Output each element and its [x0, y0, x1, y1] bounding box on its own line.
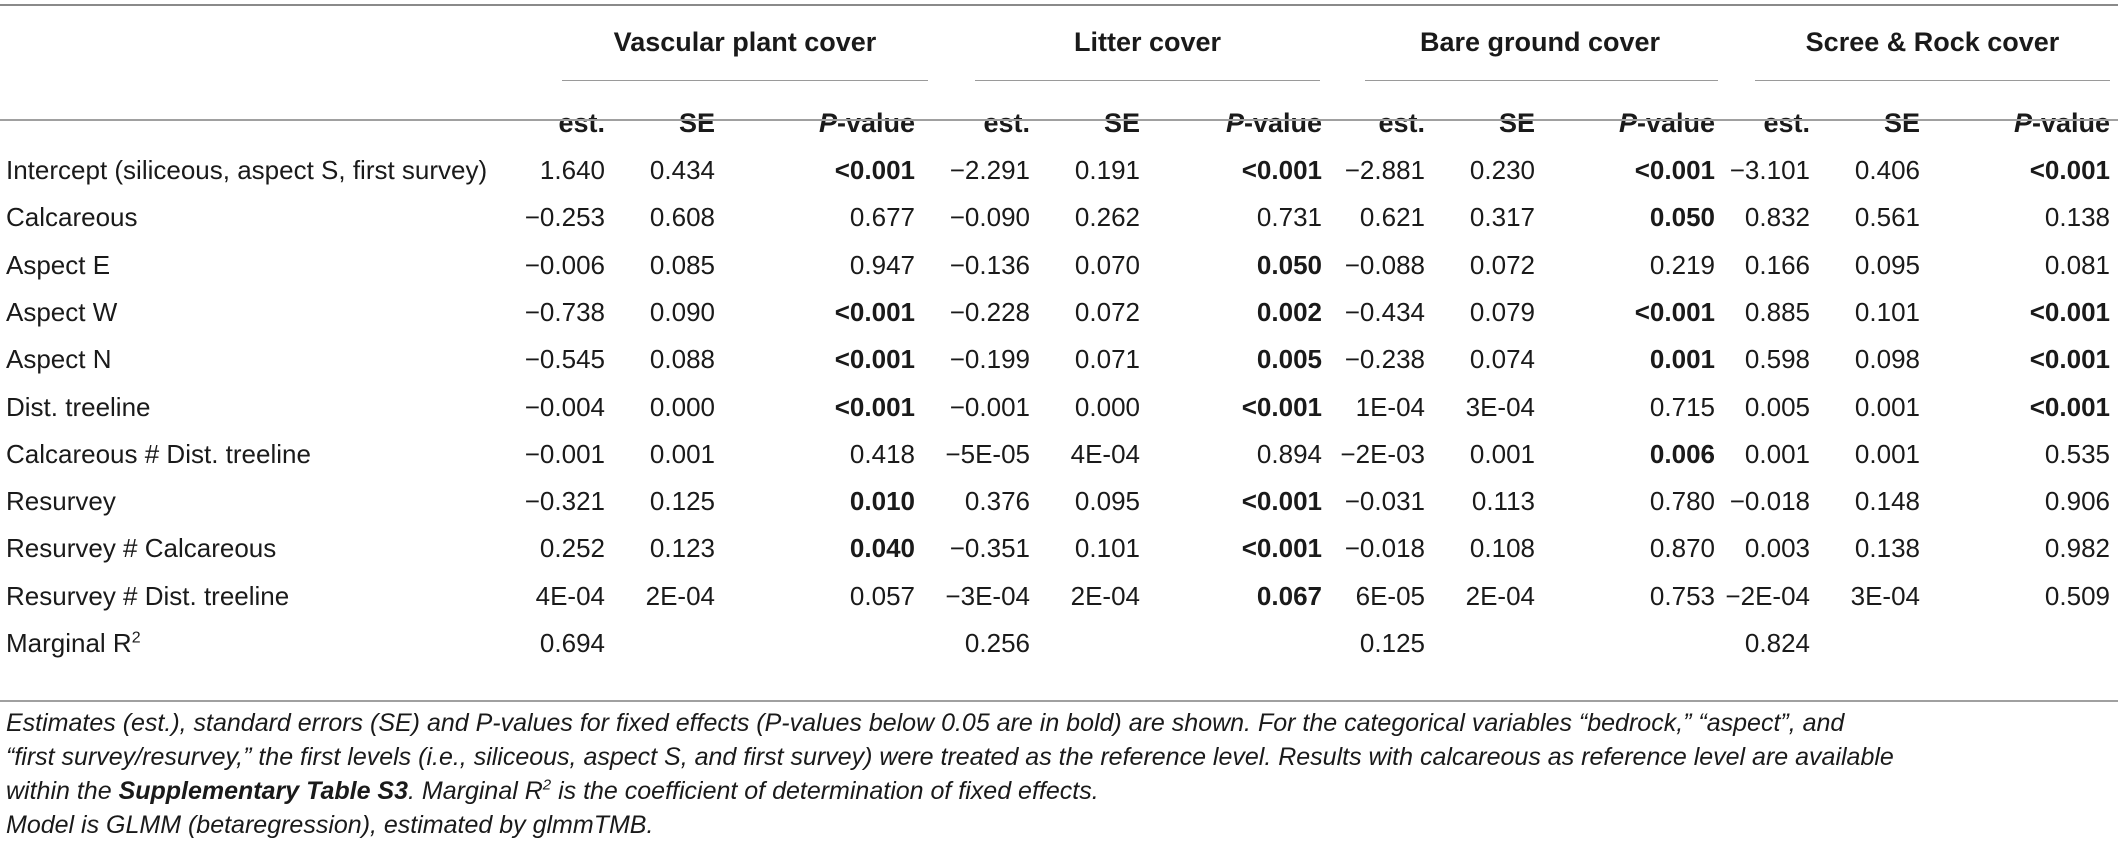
- row-label: Calcareous # Dist. treeline: [6, 438, 311, 469]
- table-cell: 0.000: [1074, 391, 1140, 422]
- table-footnote: [6, 706, 2106, 842]
- footnote-line-1: Estimates (est.), standard errors (SE) and P-values for fixed effects (P-values below 0.05 are in bold) are shown. For the categorical variables “bedrock,” “aspect”, and: [6, 709, 1845, 737]
- row-label: Aspect E: [6, 249, 111, 280]
- p-italic: P: [1225, 108, 1244, 138]
- row-label: Dist. treeline: [6, 391, 151, 422]
- column-group-header: Vascular plant cover: [613, 27, 877, 57]
- table-cell: −2E-04: [1725, 580, 1810, 611]
- table-cell: <0.001: [2029, 296, 2110, 327]
- table-cell: 0.753: [1649, 580, 1715, 611]
- row-label: [6, 620, 141, 667]
- header-bottom-rule: [0, 119, 2118, 121]
- footnote-line-4: Model is GLMM (betaregression), estimated by glmmTMB.: [6, 811, 654, 839]
- table-cell: −0.545: [524, 344, 605, 375]
- table-cell: −0.001: [949, 391, 1030, 422]
- se-header: SE: [1883, 108, 1920, 138]
- supplementary-table-link: Supplementary Table S3: [118, 777, 409, 805]
- row-label: Resurvey # Dist. treeline: [6, 580, 290, 611]
- table-cell: 0.148: [1854, 486, 1920, 517]
- table-cell: −2E-03: [1340, 438, 1425, 469]
- group-underline: [1755, 80, 2110, 81]
- table-cell: −0.351: [949, 533, 1030, 564]
- table-cell: <0.001: [834, 344, 915, 375]
- table-cell: 0.095: [1074, 486, 1140, 517]
- table-row: [0, 525, 2118, 572]
- table-cell: 0.050: [1649, 202, 1715, 233]
- table-cell: 0.113: [1471, 486, 1535, 517]
- group-underline: [975, 80, 1320, 81]
- top-rule: [0, 4, 2118, 6]
- table-cell: 0.090: [649, 296, 715, 327]
- table-cell: <0.001: [2029, 344, 2110, 375]
- table-cell: 0.715: [1649, 391, 1715, 422]
- table-cell: 0.067: [1256, 580, 1322, 611]
- group-underline: [562, 80, 928, 81]
- table-cell: <0.001: [834, 391, 915, 422]
- table-row: [0, 242, 2118, 289]
- superscript: 2: [542, 776, 552, 794]
- p-value-header: [1950, 103, 2110, 143]
- table-cell: 0.125: [649, 486, 715, 517]
- table-cell: 0.621: [1359, 202, 1425, 233]
- table-cell: 0.906: [2044, 486, 2110, 517]
- table-cell: 0.098: [1854, 344, 1920, 375]
- table-cell: 0.040: [849, 533, 915, 564]
- table-cell: 0.870: [1649, 533, 1715, 564]
- table-cell: 0.191: [1074, 155, 1140, 185]
- table-cell: 4E-04: [1070, 438, 1140, 469]
- table-cell: 0.001: [1854, 438, 1920, 469]
- table-cell: 0.317: [1469, 202, 1535, 233]
- table-cell: <0.001: [834, 155, 915, 185]
- table-cell: −0.199: [949, 344, 1030, 375]
- table-cell: 0.001: [649, 438, 715, 469]
- table-cell: 0.050: [1256, 249, 1322, 280]
- table-cell: 2E-04: [1465, 580, 1535, 611]
- table-cell: −0.321: [524, 486, 605, 517]
- table-cell: −5E-05: [945, 438, 1030, 469]
- table-cell: 0.262: [1074, 202, 1140, 233]
- table-cell: −0.001: [524, 438, 605, 469]
- p-italic: P: [818, 108, 837, 138]
- table-cell: 0.561: [1854, 202, 1920, 233]
- row-label: Resurvey # Calcareous: [6, 533, 277, 564]
- table-cell: −0.738: [524, 296, 605, 327]
- table-cell: 0.780: [1649, 486, 1715, 517]
- table-cell: 0.057: [849, 580, 915, 611]
- marginal-r2-row: [0, 620, 2118, 667]
- table-cell: 0.230: [1469, 155, 1535, 185]
- row-label: Calcareous: [6, 202, 138, 233]
- table-cell: 1.640: [539, 155, 605, 185]
- table-row: [0, 289, 2118, 336]
- table-cell: 0.832: [1744, 202, 1810, 233]
- footnote-line-3: [6, 774, 2106, 808]
- table-cell: −2.291: [949, 155, 1030, 185]
- table-row: [0, 478, 2118, 525]
- table-cell: 0.010: [849, 486, 915, 517]
- est-header: est.: [1378, 108, 1425, 138]
- table-cell: −0.136: [949, 249, 1030, 280]
- row-label: Resurvey: [6, 486, 116, 517]
- table-cell: −0.253: [524, 202, 605, 233]
- table-cell: 0.509: [2044, 580, 2110, 611]
- table-cell: 0.885: [1744, 296, 1810, 327]
- table-cell: 0.894: [1256, 438, 1322, 469]
- column-group-header: Scree & Rock cover: [1805, 27, 2060, 57]
- marginal-label-text: Marginal R: [6, 628, 132, 658]
- table-cell: 0.677: [849, 202, 915, 233]
- bottom-rule: [0, 700, 2118, 702]
- table-cell: −0.006: [524, 249, 605, 280]
- se-header: SE: [1498, 108, 1535, 138]
- p-suffix: -value: [2031, 108, 2110, 138]
- footnote-line-2: “first survey/resurvey,” the first levels (i.e., siliceous, aspect S, and first survey) were treated as the reference level. Results with calcareous as reference level are available: [6, 743, 1894, 771]
- table-cell: 0.000: [649, 391, 715, 422]
- table-cell: 0.376: [964, 486, 1030, 517]
- row-label: Aspect N: [6, 344, 112, 375]
- table-cell: <0.001: [834, 296, 915, 327]
- p-suffix: -value: [1636, 108, 1715, 138]
- table-cell: −0.088: [1344, 249, 1425, 280]
- table-cell: 0.108: [1469, 533, 1535, 564]
- table-cell: 0.070: [1074, 249, 1140, 280]
- est-header: est.: [1763, 108, 1810, 138]
- table-cell: 0.005: [1256, 344, 1322, 375]
- table-cell: 0.731: [1256, 202, 1322, 233]
- table-cell: 0.074: [1469, 344, 1535, 375]
- row-label: Intercept (siliceous, aspect S, first survey): [6, 155, 488, 185]
- p-suffix: -value: [836, 108, 915, 138]
- table-cell: 0.001: [1469, 438, 1535, 469]
- table-cell: −0.090: [949, 202, 1030, 233]
- table-cell: 2E-04: [1070, 580, 1140, 611]
- table-row: [0, 384, 2118, 431]
- table-cell: 0.598: [1744, 344, 1810, 375]
- superscript: 2: [131, 629, 141, 647]
- table-cell: 0.101: [1854, 296, 1920, 327]
- table-row: [0, 431, 2118, 478]
- est-header: est.: [983, 108, 1030, 138]
- row-label: Aspect W: [6, 296, 118, 327]
- table-cell: −0.228: [949, 296, 1030, 327]
- table-cell: <0.001: [1241, 486, 1322, 517]
- table-cell: −0.018: [1344, 533, 1425, 564]
- table-cell: −3.101: [1729, 155, 1810, 185]
- footnote-text: is the coefficient of determination of fixed effects.: [551, 777, 1099, 805]
- table-cell: −0.018: [1729, 486, 1810, 517]
- footnote-text: . Marginal R: [408, 777, 543, 805]
- table-row: [0, 194, 2118, 241]
- table-cell: 0.005: [1744, 391, 1810, 422]
- table-cell: <0.001: [1634, 296, 1715, 327]
- table-cell: 2E-04: [645, 580, 715, 611]
- marginal-r2-value: 0.694: [539, 628, 605, 658]
- footnote-text: within the: [6, 777, 119, 805]
- table-cell: 0.006: [1649, 438, 1715, 469]
- table-cell: −0.031: [1344, 486, 1425, 517]
- table-cell: 3E-04: [1850, 580, 1920, 611]
- table-cell: <0.001: [1634, 155, 1715, 185]
- table-cell: −3E-04: [945, 580, 1030, 611]
- table-cell: 0.166: [1744, 249, 1810, 280]
- table-cell: 0.085: [649, 249, 715, 280]
- table-cell: <0.001: [1241, 533, 1322, 564]
- est-header: est.: [558, 108, 605, 138]
- table-cell: <0.001: [1241, 155, 1322, 185]
- table-cell: 0.608: [649, 202, 715, 233]
- table-cell: 0.072: [1469, 249, 1535, 280]
- marginal-r2-value: 0.256: [964, 628, 1030, 658]
- table-cell: 0.001: [1744, 438, 1810, 469]
- p-suffix: -value: [1243, 108, 1322, 138]
- table-cell: 0.947: [849, 249, 915, 280]
- column-group-header: Bare ground cover: [1419, 27, 1661, 57]
- se-header: SE: [678, 108, 715, 138]
- table-cell: 0.003: [1744, 533, 1810, 564]
- table-cell: 0.002: [1256, 296, 1322, 327]
- table-cell: 0.088: [649, 344, 715, 375]
- se-header: SE: [1103, 108, 1140, 138]
- table-cell: −0.238: [1344, 344, 1425, 375]
- group-underline: [1365, 80, 1718, 81]
- table-cell: −0.434: [1344, 296, 1425, 327]
- table-cell: −2.881: [1344, 155, 1425, 185]
- table-cell: 6E-05: [1355, 580, 1425, 611]
- table-cell: 0.535: [2044, 438, 2110, 469]
- p-italic: P: [2013, 108, 2032, 138]
- table-cell: 1E-04: [1355, 391, 1425, 422]
- table-cell: 0.434: [649, 155, 715, 185]
- table-row: [0, 336, 2118, 383]
- table-cell: 4E-04: [535, 580, 605, 611]
- table-cell: <0.001: [2029, 391, 2110, 422]
- p-italic: P: [1618, 108, 1637, 138]
- table-cell: <0.001: [1241, 391, 1322, 422]
- table-cell: 0.123: [649, 533, 715, 564]
- table-cell: 0.406: [1854, 155, 1920, 185]
- table-cell: 0.079: [1469, 296, 1535, 327]
- table-cell: 0.001: [1649, 344, 1715, 375]
- table-cell: 0.095: [1854, 249, 1920, 280]
- table-cell: 0.001: [1854, 391, 1920, 422]
- table-cell: 0.252: [539, 533, 605, 564]
- table-cell: 0.101: [1074, 533, 1140, 564]
- table-cell: 3E-04: [1465, 391, 1535, 422]
- table-cell: 0.072: [1074, 296, 1140, 327]
- table-row: [0, 573, 2118, 620]
- table-cell: 0.418: [849, 438, 915, 469]
- table-cell: −0.004: [524, 391, 605, 422]
- table-row: [0, 147, 2118, 194]
- table-cell: 0.219: [1649, 249, 1715, 280]
- marginal-r2-value: 0.125: [1359, 628, 1425, 658]
- marginal-r2-value: 0.824: [1744, 628, 1810, 658]
- column-group-header: Litter cover: [1073, 27, 1222, 57]
- table-cell: <0.001: [2029, 155, 2110, 185]
- table-cell: 0.138: [2044, 202, 2110, 233]
- table-cell: 0.081: [2044, 249, 2110, 280]
- table-cell: 0.982: [2044, 533, 2110, 564]
- table-cell: 0.138: [1854, 533, 1920, 564]
- table-cell: 0.071: [1074, 344, 1140, 375]
